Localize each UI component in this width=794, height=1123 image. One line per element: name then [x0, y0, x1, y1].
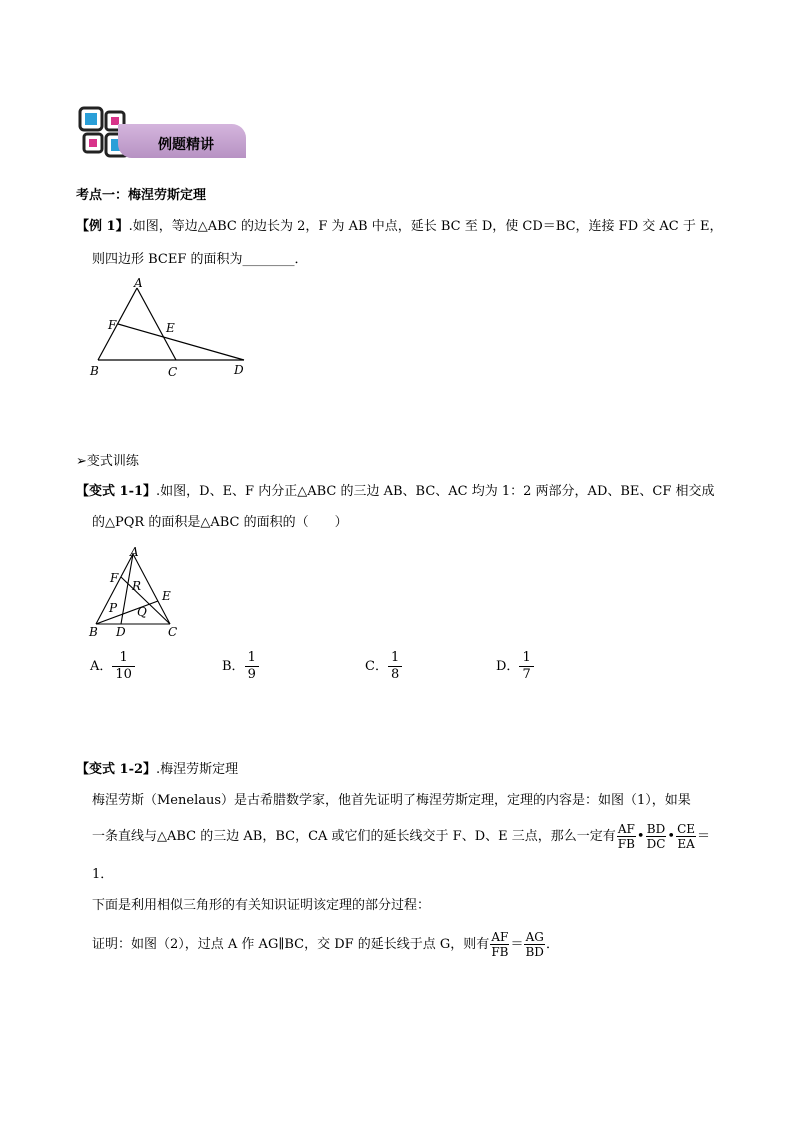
edge-ab: [98, 288, 137, 360]
variant1-2-title: .梅涅劳斯定理: [156, 762, 239, 777]
option-d[interactable]: [496, 650, 534, 683]
label-p: P: [109, 601, 118, 615]
label-a: A: [134, 276, 143, 290]
proof-fraction-right: [524, 930, 544, 959]
label-f: F: [108, 318, 117, 332]
option-c[interactable]: [365, 650, 402, 683]
option-a-fraction: [112, 650, 135, 683]
option-c-fraction: [388, 650, 402, 683]
option-a-den: 10: [115, 667, 132, 682]
variant1-2-heading: [76, 760, 238, 780]
fraction-ce-ea-num: CE: [677, 822, 696, 836]
option-a-letter: A．: [90, 659, 113, 674]
label-q: Q: [137, 605, 147, 619]
option-d-num: 1: [519, 650, 533, 667]
fraction-ce-ea-den: EA: [677, 837, 695, 851]
fraction-bd-dc-den: DC: [646, 837, 666, 851]
label-c: C: [168, 365, 178, 379]
variant1-2-tag: 【变式 1-2】: [76, 762, 157, 777]
option-a-num: 1: [112, 650, 135, 667]
proof-text: 证明：如图（2），过点 A 作 AG∥BC，交 DF 的延长线于点 G，则有: [92, 937, 490, 952]
label-e: E: [166, 321, 175, 335]
option-c-num: 1: [388, 650, 402, 667]
option-b-num: 1: [245, 650, 259, 667]
fraction-af-fb-num: AF: [617, 822, 635, 836]
option-d-den: 7: [522, 667, 531, 682]
proof-fraction-left-num: AF: [491, 930, 509, 944]
option-d-fraction: [519, 650, 533, 683]
variant1-2-para1-line3: 1．: [92, 867, 114, 882]
option-b-den: 9: [247, 667, 256, 682]
variant1-1-tag: 【变式 1-1】: [76, 484, 157, 499]
variant1-2-para1-line2-text: 一条直线与△ABC 的三边 AB，BC，CA 或它们的延长线交于 F、D、E 三点，那么一定有: [92, 829, 616, 844]
variant1-2-proof: [92, 930, 559, 959]
example1-line2: 则四边形 BCEF 的面积为________．: [92, 252, 308, 267]
fraction-bd-dc-num: BD: [646, 822, 666, 836]
dot-2: •: [667, 829, 676, 844]
variant1-2-para1-line2: [92, 822, 710, 851]
example1-figure: [84, 274, 254, 382]
label-a: A: [130, 545, 139, 559]
dot-1: •: [636, 829, 645, 844]
variant1-2-para1-line1: 梅涅劳斯（Menelaus）是古希腊数学家，他首先证明了梅涅劳斯定理，定理的内容是：如图（1），如果: [92, 793, 691, 808]
variant1-1-line2: 的△PQR 的面积是△ABC 的面积的（ ）: [92, 515, 348, 530]
option-d-letter: D．: [496, 659, 520, 674]
proof-fraction-left-den: FB: [491, 945, 509, 959]
variant1-2-para2: 下面是利用相似三角形的有关知识证明该定理的部分过程：: [92, 898, 431, 913]
variant1-1-text1: .如图，D、E、F 内分正△ABC 的三边 AB、BC、AC 均为 1：2 两部分，AD、BE、CF 相交成: [156, 484, 715, 499]
fraction-bd-dc: [646, 822, 667, 851]
proof-fraction-right-num: AG: [525, 930, 544, 944]
label-e: E: [162, 589, 171, 603]
label-b: B: [90, 364, 99, 378]
label-c: C: [168, 625, 178, 639]
fraction-af-fb-den: FB: [617, 837, 635, 851]
proof-fraction-left: [490, 930, 509, 959]
option-a[interactable]: [90, 650, 135, 683]
label-d: D: [234, 363, 244, 377]
option-b-fraction: [245, 650, 259, 683]
option-c-letter: C．: [365, 659, 388, 674]
proof-equals: ＝: [510, 937, 524, 952]
proof-fraction-right-den: BD: [525, 945, 544, 959]
variant1-1-line1: [76, 482, 715, 502]
label-d: D: [116, 625, 126, 639]
edge-fd: [118, 324, 244, 360]
example1-line1: [76, 217, 722, 237]
option-c-den: 8: [390, 667, 400, 682]
banner-label: 例题精讲: [158, 137, 214, 153]
fraction-ce-ea: [676, 822, 696, 851]
fraction-af-fb: [617, 822, 636, 851]
proof-end: ．: [545, 937, 559, 952]
section-banner: [78, 106, 248, 162]
label-f: F: [110, 571, 119, 585]
label-r: R: [132, 579, 142, 593]
variant-heading: ➢变式训练: [76, 454, 139, 469]
variant1-1-figure: [84, 544, 194, 640]
example1-text1: .如图，等边△ABC 的边长为 2，F 为 AB 中点，延长 BC 至 D，使 CD＝BC，连接 FD 交 AC 于 E，: [128, 219, 723, 234]
topic-heading: 考点一：梅涅劳斯定理: [76, 188, 207, 203]
option-b[interactable]: [222, 650, 259, 683]
label-b: B: [89, 625, 98, 639]
equals-sign: ＝: [697, 829, 711, 844]
example1-tag: 【例 1】: [76, 219, 129, 234]
option-b-letter: B．: [222, 659, 245, 674]
